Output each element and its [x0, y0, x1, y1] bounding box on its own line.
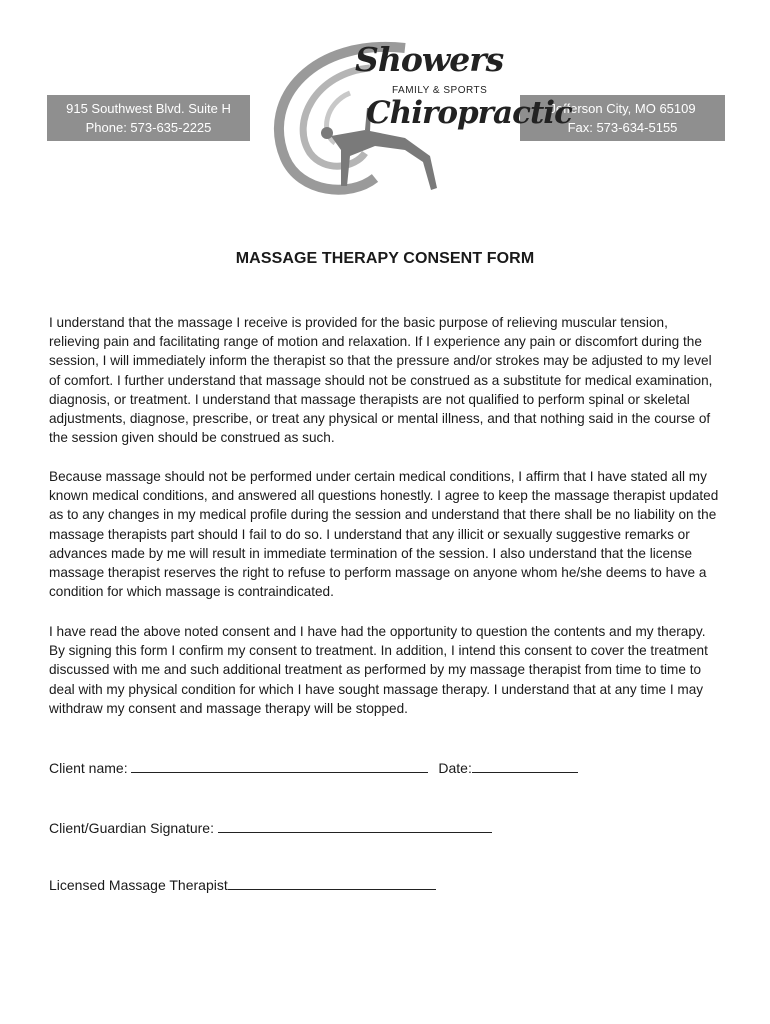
- signature-row: [49, 818, 492, 836]
- therapist-signature-line[interactable]: [228, 875, 436, 890]
- client-name-row: [49, 758, 578, 776]
- form-title: MASSAGE THERAPY CONSENT FORM: [235, 250, 535, 267]
- city-state-zip: Jefferson City, MO 65109: [549, 101, 696, 116]
- consent-paragraph-2: Because massage should not be performed under certain medical conditions, I affirm that I have stated all my known medical conditions, and answered all questions honestly. I agree to keep the massage therapist updated as to any changes in my medical profile during the session and understand that there shall be no liability on the massage therapists part should I fail to do so. I understand that any illicit or sexually suggestive remarks or advances made by me will result in immediate termination of the session. I also understand that the license massage therapist reserves the right to refuse to perform massage on anyone whom he/she deems to have a condition for which massage is contraindicated.: [49, 469, 719, 600]
- therapist-row: [49, 875, 436, 893]
- brand-tagline: FAMILY & SPORTS: [392, 85, 488, 96]
- client-name-label: Client name:: [49, 760, 128, 776]
- date-line[interactable]: [472, 758, 578, 773]
- client-name-line[interactable]: [131, 758, 428, 773]
- address-box-left: [47, 95, 250, 141]
- fax-number: Fax: 573-634-5155: [567, 120, 678, 135]
- signature-line[interactable]: [218, 818, 492, 833]
- brand-name-top: Showers: [355, 40, 504, 79]
- consent-paragraph-1: I understand that the massage I receive is provided for the basic purpose of relieving muscular tension, relieving pain and facilitating range of motion and relaxation. If I experience any pain or discomfort during the session, I will immediately inform the therapist so that the pressure and/or strokes may be adjusted to my level of comfort. I further understand that massage should not be construed as a substitute for medical examination, diagnosis, or treatment. I understand that massage therapists are not qualified to perform spinal or skeletal adjustments, diagnose, prescribe, or treat any physical or mental illness, and that nothing said in the course of the session given should be construed as such.: [49, 315, 713, 446]
- brand-name-main: Chiropractic: [366, 95, 572, 131]
- consent-paragraph-3: I have read the above noted consent and I have had the opportunity to question the contents and my therapy. By signing this form I confirm my consent to treatment. In addition, I intend this consent to cover the treatment discussed with me and such additional treatment as performed by my massage therapist from time to time to deal with my physical condition for which I have sought massage therapy. I understand that at any time I may withdraw my consent and massage therapy will be stopped.: [49, 624, 708, 716]
- signature-label: Client/Guardian Signature:: [49, 820, 214, 836]
- street-address: 915 Southwest Blvd. Suite H: [66, 101, 231, 116]
- date-label: Date:: [438, 760, 472, 776]
- therapist-label: Licensed Massage Therapist: [49, 877, 228, 893]
- phone-number: Phone: 573-635-2225: [85, 120, 212, 135]
